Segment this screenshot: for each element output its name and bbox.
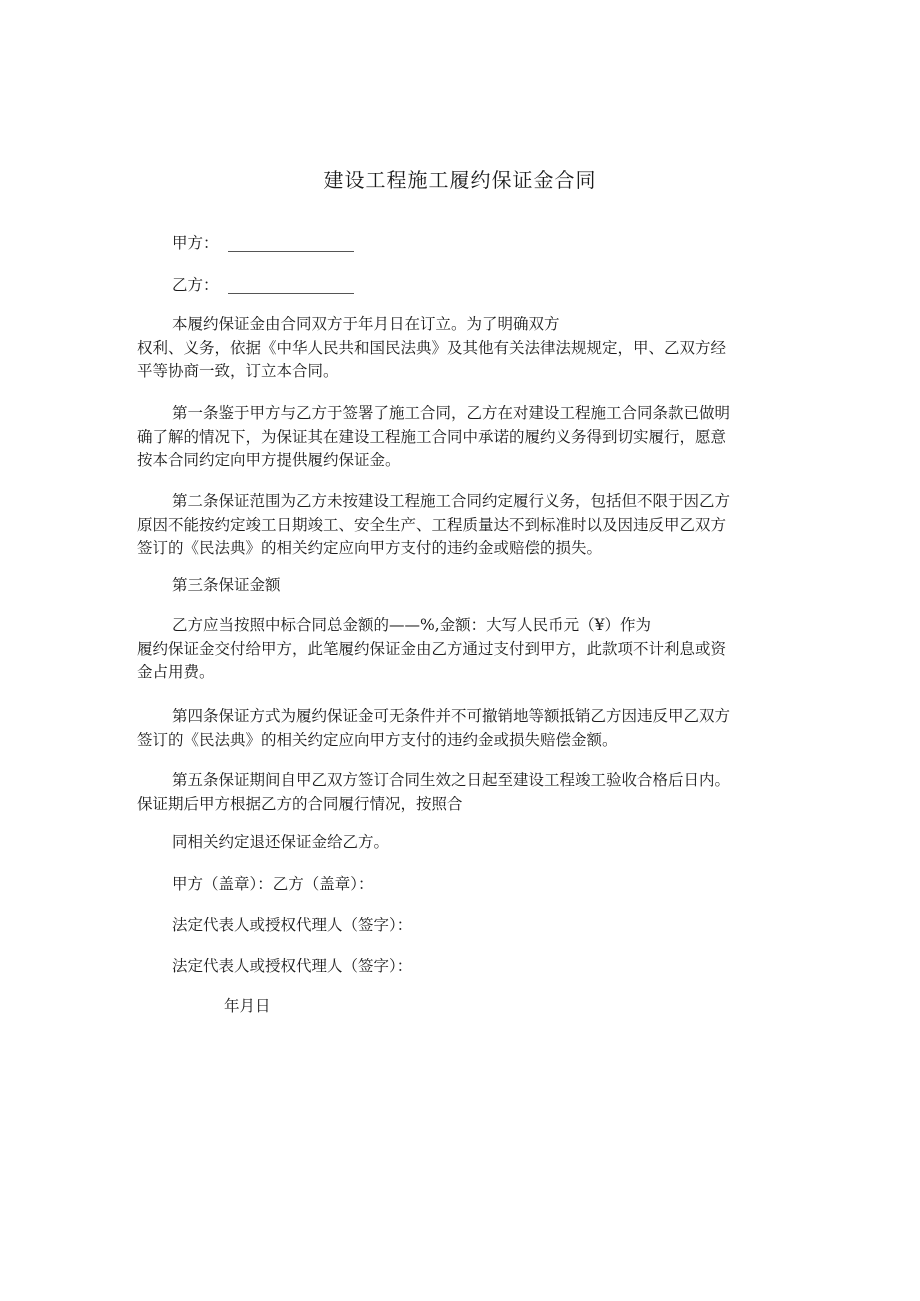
article-3-line: 乙方应当按照中标合同总金额的——%,金额：大写人民币元（¥）作为 [172,616,652,634]
article-1-paragraph [137,402,785,473]
party-a-row [172,232,354,254]
party-a-label: 甲方： [172,234,219,252]
article-1-line: 确了解的情况下，为保证其在建设工程施工合同中承诺的履约义务得到切实履行，愿意 [137,427,727,446]
representative-signature-line: 法定代表人或授权代理人（签字）： [172,916,413,934]
article-1-line: 按本合同约定向甲方提供履约保证金。 [137,451,401,469]
article-3-paragraph [137,614,785,685]
party-b-blank-field [228,279,354,294]
representative-signature-line: 法定代表人或授权代理人（签字）： [172,957,413,975]
return-deposit-line: 同相关约定退还保证金给乙方。 [172,833,390,851]
date-line: 年月日 [224,997,271,1015]
article-5-line: 第五条保证期间自甲乙双方签订合同生效之日起至建设工程竣工验收合格后日内。 [172,771,731,789]
article-3-heading: 第三条保证金额 [172,576,281,594]
seal-line: 甲方（盖章）：乙方（盖章）： [172,875,374,893]
document-title: 建设工程施工履约保证金合同 [323,168,597,192]
party-b-row [172,274,354,296]
article-2-line: 签订的《民法典》的相关约定应向甲方支付的违约金或赔偿的损失。 [137,539,603,557]
article-4-line: 第四条保证方式为履约保证金可无条件并不可撤销地等额抵销乙方因违反甲乙双方 [172,707,731,725]
article-5-paragraph [137,769,785,816]
article-2-line: 原因不能按约定竣工日期竣工、安全生产、工程质量达不到标准时以及因违反甲乙双方 [137,515,727,534]
intro-line: 平等协商一致，订立本合同。 [137,362,339,380]
article-4-line: 签订的《民法典》的相关约定应向甲方支付的违约金或损失赔偿金额。 [137,730,618,749]
party-a-blank-field [228,237,354,252]
party-b-label: 乙方： [172,276,219,294]
article-3-line: 金占用费。 [137,663,215,681]
article-1-line: 第一条鉴于甲方与乙方于签署了施工合同，乙方在对建设工程施工合同条款已做明 [172,404,731,422]
article-2-line: 第二条保证范围为乙方未按建设工程施工合同约定履行义务，包括但不限于因乙方 [172,492,731,510]
article-4-paragraph [137,705,785,752]
intro-line: 权利、义务，依据《中华人民共和国民法典》及其他有关法律法规规定，甲、乙双方经 [137,338,727,357]
article-5-line: 保证期后甲方根据乙方的合同履行情况，按照合 [137,794,463,813]
article-3-line: 履约保证金交付给甲方，此笔履约保证金由乙方通过支付到甲方，此款项不计利息或资 [137,639,727,658]
intro-paragraph [137,313,785,384]
intro-line: 本履约保证金由合同双方于年月日在订立。为了明确双方 [172,315,560,333]
article-2-paragraph [137,490,785,561]
